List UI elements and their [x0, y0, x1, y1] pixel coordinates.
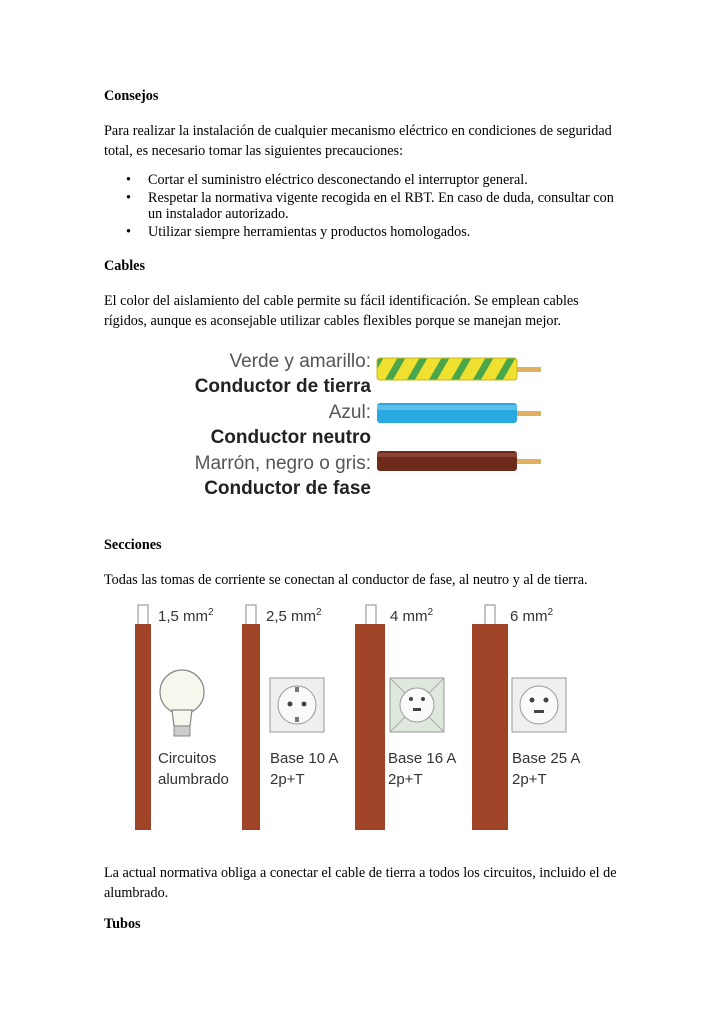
- copper-tip: [138, 605, 148, 625]
- wire-2-5: [242, 624, 260, 830]
- cables-paragraph: El color del aislamiento del cable permite su fácil identificación. Se emplean cables rígidos, aunque es aconsejable utilizar cables flexibles porque se manejan mejor.: [104, 293, 579, 329]
- section-item-1-5: [135, 605, 229, 830]
- bullet-icon: •: [126, 172, 131, 188]
- wire-sections-figure: [130, 600, 595, 835]
- copper-core: [515, 367, 541, 372]
- device-sublabel: 2p+T: [270, 771, 305, 788]
- bullet-icon: •: [126, 190, 131, 206]
- section-label: 6 $mm^2$: [510, 607, 554, 625]
- section-label: 4 $mm^2$: [390, 607, 434, 625]
- insulation-earth: [377, 358, 517, 380]
- cable-earth: [377, 358, 541, 380]
- heading-secciones: Secciones: [104, 537, 162, 553]
- device-sublabel: alumbrado: [158, 771, 229, 788]
- bulb-icon: [160, 670, 204, 736]
- socket-icon: [270, 678, 324, 732]
- consejos-list: [104, 172, 624, 242]
- cable-colors-figure: [185, 345, 545, 503]
- copper-core: [515, 459, 541, 464]
- copper-tip: [246, 605, 256, 625]
- list-item: • Respetar la normativa vigente recogida en el RBT. En caso de duda, consultar con un instalador autorizado.: [126, 190, 614, 222]
- socket-big-icon: [512, 678, 566, 732]
- device-sublabel: 2p+T: [512, 771, 547, 788]
- copper-core: [515, 411, 541, 416]
- copper-tip: [485, 605, 495, 625]
- device-sublabel: 2p+T: [388, 771, 423, 788]
- secciones-note: La actual normativa obliga a conectar el cable de tierra a todos los circuitos, incluido el de alumbrado.: [104, 865, 617, 901]
- section-label: 1,5 $mm^2$: [158, 607, 214, 625]
- consejos-intro: Para realizar la instalación de cualquier mecanismo eléctrico en condiciones de seguridad total, es necesario tomar las siguientes precauciones:: [104, 123, 612, 159]
- heading-consejos: Consejos: [104, 88, 159, 104]
- list-item: • Utilizar siempre herramientas y productos homologados.: [126, 224, 471, 240]
- section-item-6: [472, 605, 580, 830]
- cable-phase: [377, 451, 541, 471]
- secciones-paragraph: Todas las tomas de corriente se conectan al conductor de fase, al neutro y al de tierra.: [104, 572, 588, 588]
- heading-cables: Cables: [104, 258, 145, 274]
- device-label: Circuitos: [158, 750, 217, 767]
- device-label: Base 10 A: [270, 750, 339, 767]
- section-item-4: [355, 605, 456, 830]
- socket-side-icon: [390, 678, 444, 732]
- cable-neutral: [377, 403, 541, 423]
- list-item: • Cortar el suministro eléctrico desconectando el interruptor general.: [126, 172, 528, 188]
- wire-6: [472, 624, 508, 830]
- label-conductor-tierra: Conductor de tierra: [194, 376, 371, 397]
- section-item-2-5: [242, 605, 338, 830]
- label-azul: Azul:: [328, 402, 371, 423]
- label-conductor-fase: Conductor de fase: [204, 478, 371, 499]
- bullet-icon: •: [126, 224, 131, 240]
- label-verde-amarillo: Verde y amarillo:: [229, 351, 371, 372]
- device-label: Base 16 A: [388, 750, 457, 767]
- section-label: 2,5 $mm^2$: [266, 607, 322, 625]
- heading-tubos: Tubos: [104, 916, 141, 932]
- wire-4: [355, 624, 385, 830]
- device-label: Base 25 A: [512, 750, 581, 767]
- label-conductor-neutro: Conductor neutro: [210, 427, 371, 448]
- label-marron: Marrón, negro o gris:: [194, 453, 371, 474]
- wire-1-5: [135, 624, 151, 830]
- copper-tip: [366, 605, 376, 625]
